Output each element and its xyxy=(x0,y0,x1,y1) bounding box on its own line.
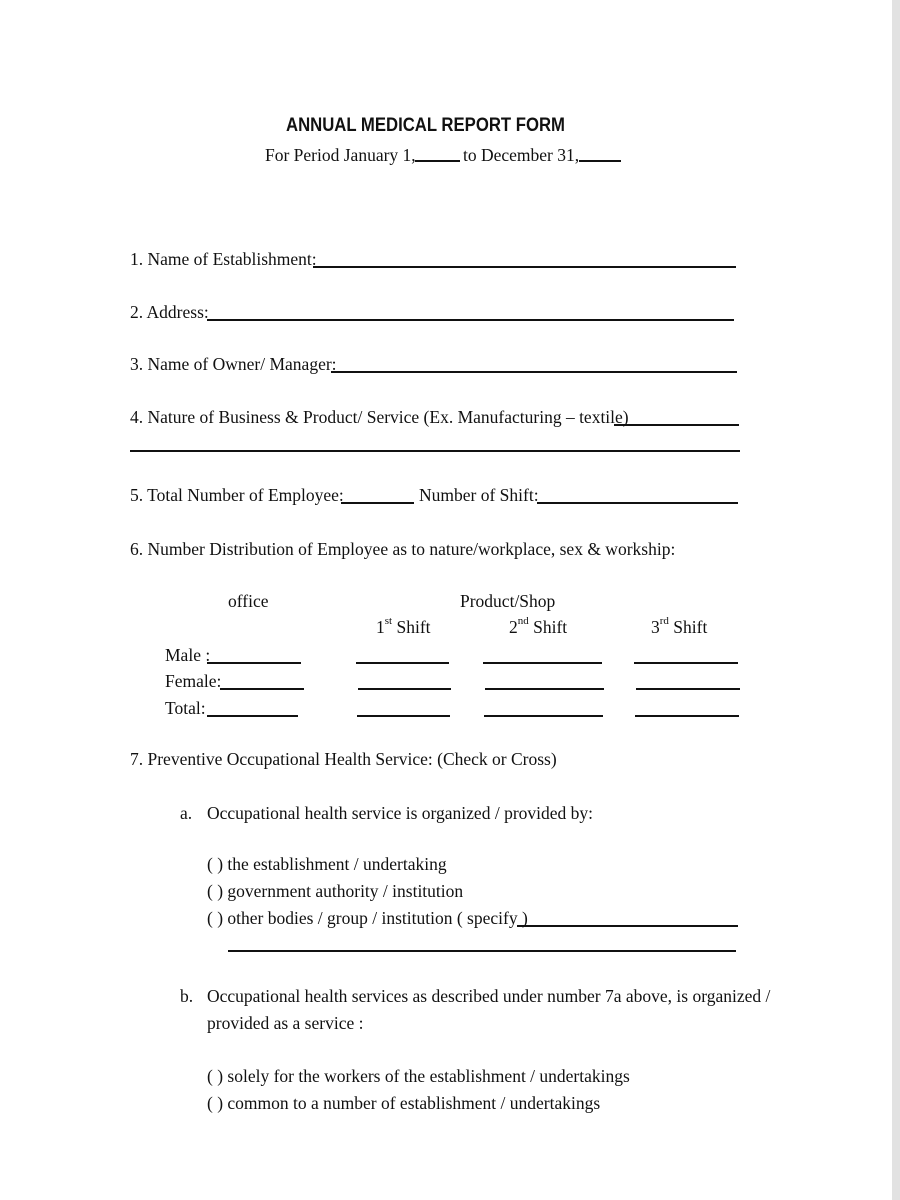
shift-3-header: 3rd Shift xyxy=(651,615,708,637)
period-prefix: For Period January 1, xyxy=(265,145,416,165)
form-title: ANNUAL MEDICAL REPORT FORM xyxy=(286,115,565,136)
q1-label: 1. Name of Establishment: xyxy=(130,249,317,269)
total-shift3-field[interactable] xyxy=(635,715,739,717)
q6-label: 6. Number Distribution of Employee as to nature/workplace, sex & workship: xyxy=(130,539,676,559)
q7a-option-other-bodies[interactable]: ( ) other bodies / group / institution ( specify ) xyxy=(207,908,528,928)
q4-label: 4. Nature of Business & Product/ Service (Ex. Manufacturing – textile) xyxy=(130,407,629,427)
q2-label: 2. Address: xyxy=(130,302,209,322)
office-header: office xyxy=(228,591,269,611)
q7b-letter: b. xyxy=(180,986,194,1006)
q7b-text-line2: provided as a service : xyxy=(207,1013,364,1033)
female-office-field[interactable] xyxy=(220,688,304,690)
q7a-option-government[interactable]: ( ) government authority / institution xyxy=(207,881,464,901)
shift-1-header: 1st Shift xyxy=(376,615,431,637)
row-label-female: Female: xyxy=(165,671,222,691)
q7a-letter: a. xyxy=(180,803,193,823)
q7a-text: Occupational health service is organized / provided by: xyxy=(207,803,594,823)
total-shift1-field[interactable] xyxy=(357,715,450,717)
number-of-shift-field[interactable] xyxy=(537,502,738,504)
period-end-year-field[interactable] xyxy=(579,160,621,162)
female-shift3-field[interactable] xyxy=(636,688,740,690)
period-middle: to December 31, xyxy=(463,145,580,165)
period-start-year-field[interactable] xyxy=(415,160,460,162)
row-label-total: Total: xyxy=(165,698,206,718)
page-edge-shadow xyxy=(892,0,900,1200)
female-shift2-field[interactable] xyxy=(485,688,604,690)
row-label-male: Male : xyxy=(165,645,211,665)
total-office-field[interactable] xyxy=(207,715,298,717)
q7b-option-common[interactable]: ( ) common to a number of establishment / undertakings xyxy=(207,1093,601,1113)
establishment-name-field[interactable] xyxy=(313,266,736,268)
male-office-field[interactable] xyxy=(207,662,301,664)
shift-2-header: 2nd Shift xyxy=(509,615,568,637)
q7b-option-solely[interactable]: ( ) solely for the workers of the establishment / undertakings xyxy=(207,1066,630,1086)
total-shift2-field[interactable] xyxy=(484,715,603,717)
nature-of-business-field[interactable] xyxy=(614,424,739,426)
q7b-text-line1: Occupational health services as described under number 7a above, is organized / xyxy=(207,986,771,1006)
male-shift1-field[interactable] xyxy=(356,662,449,664)
q7a-option-establishment[interactable]: ( ) the establishment / undertaking xyxy=(207,854,447,874)
other-bodies-specify-field-line2[interactable] xyxy=(228,950,736,952)
q5-employees-label: 5. Total Number of Employee: xyxy=(130,485,344,505)
male-shift3-field[interactable] xyxy=(634,662,738,664)
product-shop-header: Product/Shop xyxy=(460,591,556,611)
q3-label: 3. Name of Owner/ Manager: xyxy=(130,354,337,374)
total-employees-field[interactable] xyxy=(341,502,414,504)
nature-of-business-field-line2[interactable] xyxy=(130,450,740,452)
address-field[interactable] xyxy=(207,319,734,321)
female-shift1-field[interactable] xyxy=(358,688,451,690)
owner-manager-field[interactable] xyxy=(331,371,737,373)
other-bodies-specify-field[interactable] xyxy=(517,925,738,927)
q7-title: 7. Preventive Occupational Health Service: (Check or Cross) xyxy=(130,749,557,769)
male-shift2-field[interactable] xyxy=(483,662,602,664)
q5-shift-label: Number of Shift: xyxy=(419,485,539,505)
